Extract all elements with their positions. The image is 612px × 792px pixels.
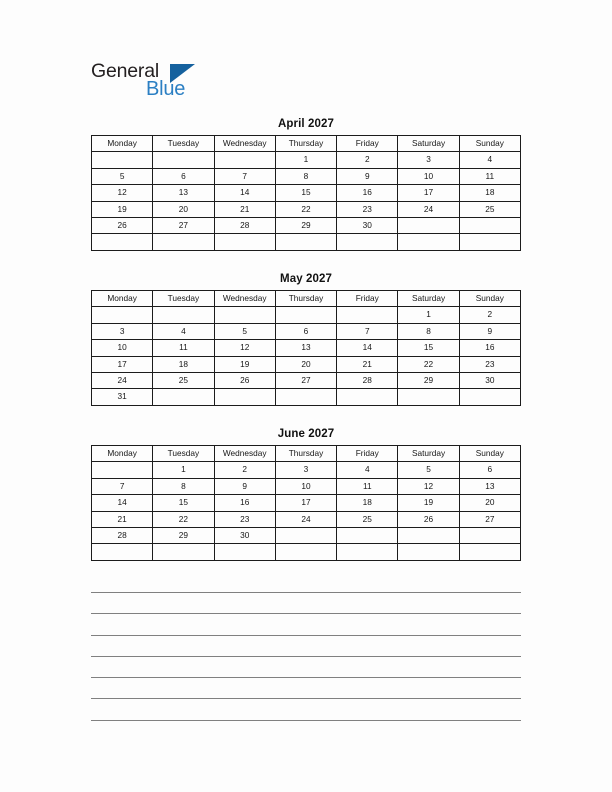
day-cell	[92, 462, 153, 478]
day-cell: 31	[92, 389, 153, 405]
day-cell: 4	[459, 152, 520, 168]
day-cell: 2	[459, 307, 520, 323]
day-cell	[153, 307, 214, 323]
day-cell: 23	[337, 201, 398, 217]
day-cell: 20	[275, 356, 336, 372]
day-cell: 17	[92, 356, 153, 372]
note-line[interactable]	[91, 613, 521, 614]
day-cell: 29	[153, 528, 214, 544]
day-cell: 28	[214, 218, 275, 234]
day-cell	[459, 544, 520, 560]
day-cell	[275, 544, 336, 560]
day-cell	[337, 234, 398, 250]
weekday-header-wednesday: Wednesday	[214, 446, 275, 462]
day-cell: 12	[92, 185, 153, 201]
day-cell	[92, 307, 153, 323]
day-cell	[92, 234, 153, 250]
day-cell: 1	[275, 152, 336, 168]
day-cell: 29	[275, 218, 336, 234]
day-cell: 11	[337, 478, 398, 494]
day-cell	[275, 307, 336, 323]
weekday-header-saturday: Saturday	[398, 291, 459, 307]
week-row	[92, 307, 521, 323]
week-row	[92, 478, 521, 494]
month-block-may	[91, 273, 521, 406]
week-row	[92, 185, 521, 201]
calendar-table-may	[91, 290, 521, 406]
weekday-header-tuesday: Tuesday	[153, 446, 214, 462]
day-cell: 23	[214, 511, 275, 527]
note-line[interactable]	[91, 592, 521, 593]
week-row	[92, 323, 521, 339]
day-cell: 22	[153, 511, 214, 527]
day-cell: 15	[398, 340, 459, 356]
day-cell: 17	[275, 495, 336, 511]
day-cell: 10	[398, 168, 459, 184]
brand-logo	[91, 60, 291, 112]
day-cell: 28	[92, 528, 153, 544]
week-row	[92, 201, 521, 217]
day-cell: 24	[398, 201, 459, 217]
day-cell: 9	[459, 323, 520, 339]
day-cell: 19	[214, 356, 275, 372]
day-cell: 7	[92, 478, 153, 494]
day-cell: 5	[92, 168, 153, 184]
day-cell: 30	[214, 528, 275, 544]
day-cell: 6	[459, 462, 520, 478]
day-cell: 11	[459, 168, 520, 184]
day-cell	[398, 389, 459, 405]
weekday-header-sunday: Sunday	[459, 136, 520, 152]
day-cell	[214, 307, 275, 323]
weekday-header-saturday: Saturday	[398, 446, 459, 462]
day-cell: 1	[153, 462, 214, 478]
day-cell: 9	[337, 168, 398, 184]
day-cell: 6	[153, 168, 214, 184]
weekday-header-friday: Friday	[337, 291, 398, 307]
day-cell	[459, 389, 520, 405]
day-cell: 16	[337, 185, 398, 201]
day-cell	[398, 528, 459, 544]
day-cell: 9	[214, 478, 275, 494]
day-cell: 16	[459, 340, 520, 356]
day-cell: 4	[153, 323, 214, 339]
day-cell: 11	[153, 340, 214, 356]
day-cell: 10	[275, 478, 336, 494]
weekday-header-friday: Friday	[337, 136, 398, 152]
day-cell: 8	[275, 168, 336, 184]
week-row	[92, 389, 521, 405]
day-cell: 27	[275, 373, 336, 389]
day-cell: 20	[459, 495, 520, 511]
day-cell: 15	[153, 495, 214, 511]
weekday-header-sunday: Sunday	[459, 291, 520, 307]
day-cell	[398, 218, 459, 234]
day-cell	[337, 389, 398, 405]
day-cell	[275, 389, 336, 405]
day-cell	[337, 544, 398, 560]
day-cell	[153, 152, 214, 168]
day-cell: 6	[275, 323, 336, 339]
day-cell: 13	[459, 478, 520, 494]
day-cell: 7	[337, 323, 398, 339]
week-row	[92, 528, 521, 544]
day-cell	[153, 234, 214, 250]
day-cell	[275, 234, 336, 250]
day-cell: 22	[398, 356, 459, 372]
weekday-header-row	[92, 446, 521, 462]
day-cell	[153, 389, 214, 405]
day-cell: 14	[214, 185, 275, 201]
weekday-header-monday: Monday	[92, 136, 153, 152]
day-cell	[459, 218, 520, 234]
day-cell	[92, 544, 153, 560]
weekday-header-thursday: Thursday	[275, 446, 336, 462]
day-cell: 12	[214, 340, 275, 356]
week-row	[92, 340, 521, 356]
weekday-header-wednesday: Wednesday	[214, 291, 275, 307]
week-row	[92, 152, 521, 168]
day-cell: 30	[459, 373, 520, 389]
note-line[interactable]	[91, 677, 521, 678]
weekday-header-row	[92, 136, 521, 152]
week-row	[92, 544, 521, 560]
weekday-header-monday: Monday	[92, 291, 153, 307]
weekday-header-monday: Monday	[92, 446, 153, 462]
note-line[interactable]	[91, 656, 521, 657]
day-cell: 16	[214, 495, 275, 511]
day-cell: 19	[398, 495, 459, 511]
day-cell: 5	[214, 323, 275, 339]
day-cell	[153, 544, 214, 560]
weekday-header-wednesday: Wednesday	[214, 136, 275, 152]
week-row	[92, 356, 521, 372]
note-line[interactable]	[91, 698, 521, 699]
week-row	[92, 462, 521, 478]
day-cell: 2	[337, 152, 398, 168]
month-title: April 2027	[278, 118, 334, 130]
day-cell: 13	[153, 185, 214, 201]
day-cell: 5	[398, 462, 459, 478]
day-cell: 25	[459, 201, 520, 217]
day-cell: 10	[92, 340, 153, 356]
day-cell: 26	[214, 373, 275, 389]
day-cell: 21	[337, 356, 398, 372]
logo-text-blue: Blue	[146, 78, 186, 100]
day-cell: 29	[398, 373, 459, 389]
day-cell: 13	[275, 340, 336, 356]
day-cell: 28	[337, 373, 398, 389]
month-block-april	[91, 118, 521, 251]
week-row	[92, 511, 521, 527]
day-cell: 20	[153, 201, 214, 217]
weekday-header-friday: Friday	[337, 446, 398, 462]
day-cell: 18	[153, 356, 214, 372]
day-cell: 27	[153, 218, 214, 234]
day-cell	[275, 528, 336, 544]
day-cell: 8	[398, 323, 459, 339]
day-cell: 21	[214, 201, 275, 217]
weekday-header-thursday: Thursday	[275, 136, 336, 152]
day-cell: 18	[337, 495, 398, 511]
calendar-table-april	[91, 135, 521, 251]
day-cell	[398, 544, 459, 560]
day-cell	[337, 307, 398, 323]
day-cell: 26	[92, 218, 153, 234]
month-title: May 2027	[280, 273, 332, 285]
day-cell: 22	[275, 201, 336, 217]
day-cell: 30	[337, 218, 398, 234]
day-cell	[214, 389, 275, 405]
note-line[interactable]	[91, 720, 521, 721]
weekday-header-tuesday: Tuesday	[153, 136, 214, 152]
weekday-header-sunday: Sunday	[459, 446, 520, 462]
day-cell: 24	[275, 511, 336, 527]
day-cell: 3	[398, 152, 459, 168]
day-cell: 19	[92, 201, 153, 217]
day-cell	[214, 152, 275, 168]
day-cell: 17	[398, 185, 459, 201]
day-cell: 15	[275, 185, 336, 201]
day-cell: 3	[275, 462, 336, 478]
day-cell	[214, 544, 275, 560]
notes-lines-area	[91, 592, 521, 741]
day-cell	[92, 152, 153, 168]
day-cell: 27	[459, 511, 520, 527]
day-cell: 14	[337, 340, 398, 356]
day-cell	[337, 528, 398, 544]
day-cell: 24	[92, 373, 153, 389]
calendar-table-june	[91, 445, 521, 561]
day-cell: 23	[459, 356, 520, 372]
logo-text-general: General	[91, 60, 159, 82]
day-cell: 8	[153, 478, 214, 494]
day-cell: 14	[92, 495, 153, 511]
day-cell: 1	[398, 307, 459, 323]
week-row	[92, 168, 521, 184]
day-cell: 18	[459, 185, 520, 201]
weekday-header-saturday: Saturday	[398, 136, 459, 152]
day-cell: 26	[398, 511, 459, 527]
day-cell: 4	[337, 462, 398, 478]
day-cell: 7	[214, 168, 275, 184]
day-cell	[214, 234, 275, 250]
weekday-header-row	[92, 291, 521, 307]
note-line[interactable]	[91, 635, 521, 636]
day-cell: 2	[214, 462, 275, 478]
day-cell	[459, 528, 520, 544]
weekday-header-tuesday: Tuesday	[153, 291, 214, 307]
day-cell	[459, 234, 520, 250]
weekday-header-thursday: Thursday	[275, 291, 336, 307]
week-row	[92, 373, 521, 389]
day-cell: 25	[337, 511, 398, 527]
day-cell: 21	[92, 511, 153, 527]
week-row	[92, 234, 521, 250]
month-block-june	[91, 428, 521, 561]
week-row	[92, 495, 521, 511]
month-title: June 2027	[277, 428, 335, 440]
day-cell: 3	[92, 323, 153, 339]
week-row	[92, 218, 521, 234]
day-cell: 25	[153, 373, 214, 389]
day-cell: 12	[398, 478, 459, 494]
day-cell	[398, 234, 459, 250]
